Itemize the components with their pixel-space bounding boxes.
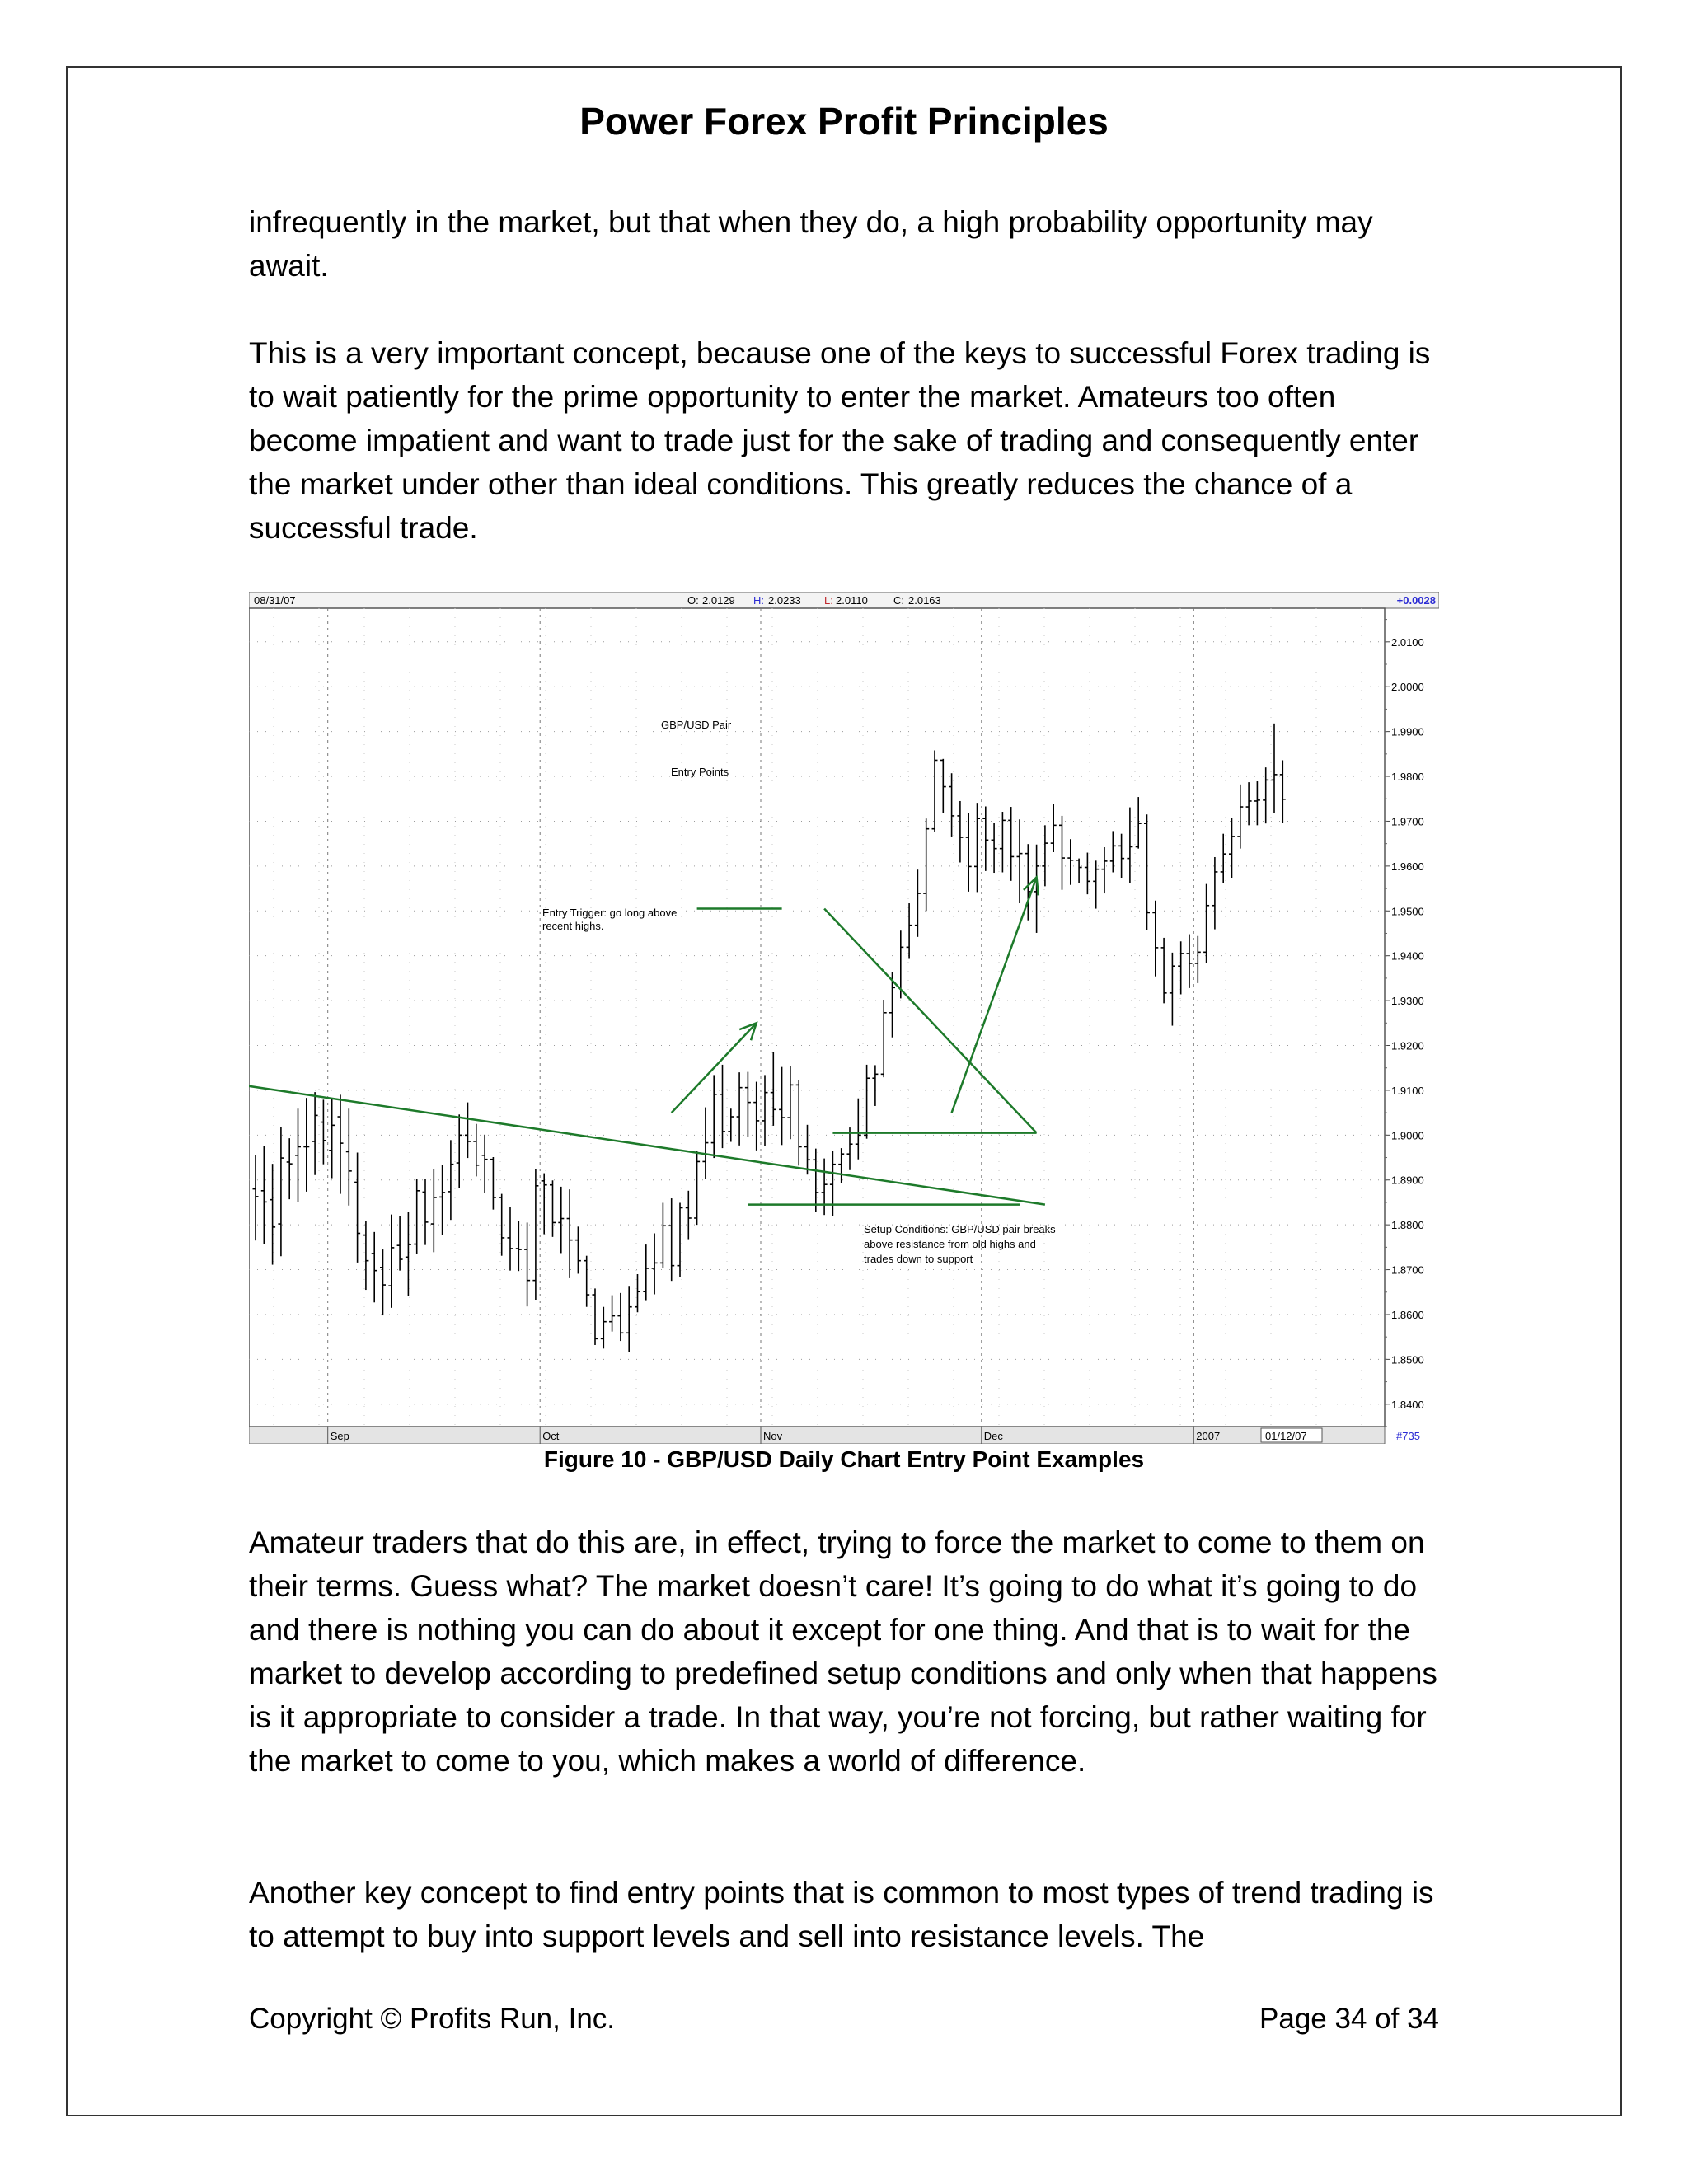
y-tick-label: 1.9400 (1391, 949, 1424, 963)
y-tick-label: 1.9200 (1391, 1039, 1424, 1052)
x-tick-label: Dec (983, 1430, 1003, 1442)
annotation-entry-points: Entry Points (671, 766, 729, 778)
y-tick-label: 1.9700 (1391, 815, 1424, 828)
ohlc-c-value: 2.0163 (908, 594, 941, 607)
paragraph-2: This is a very important concept, because one of the keys to successful Forex trading is to wait patiently for the prime opportunity to enter the market. Amateurs too often become impatient and want to trade just for the sake of trading and consequently enter the market under other than ideal conditions. This greatly reduces the chance of a successful trade. (249, 336, 1431, 545)
y-tick-label: 1.8400 (1391, 1398, 1424, 1411)
cursor-date: 01/12/07 (1265, 1430, 1307, 1442)
x-tick-label: Sep (330, 1430, 349, 1442)
y-tick-label: 1.9100 (1391, 1084, 1424, 1097)
footer-page-number: Page 34 of 34 (1259, 2003, 1439, 2035)
ohlc-l-label: L: (824, 594, 833, 607)
y-tick-label: 1.8600 (1391, 1308, 1424, 1321)
annotation-setup-3: trades down to support (864, 1253, 973, 1265)
ohlc-h-label: H: (753, 594, 764, 607)
annotation-pair: GBP/USD Pair (661, 719, 732, 731)
ohlc-h-value: 2.0233 (768, 594, 801, 607)
y-tick-label: 2.0000 (1391, 681, 1424, 694)
x-tick-label: 2007 (1196, 1430, 1221, 1442)
y-tick-label: 1.8900 (1391, 1174, 1424, 1187)
y-tick-label: 1.9500 (1391, 905, 1424, 918)
ohlc-l-value: 2.0110 (836, 594, 868, 607)
ohlc-chart (249, 592, 1439, 1444)
paragraph-3: Amateur traders that do this are, in effect, trying to force the market to come to them on their terms. Guess what? The market doesn’t care! It’s going to do what it’s going to do and there is nothing you can do about it except for one thing. And that is to wait for the market to develop according to predefined setup conditions and only when that happens is it appropriate to consider a trade. In that way, you’re not forcing, but rather waiting for the market to come to you, which makes a world of difference. (249, 1526, 1437, 1778)
chart-date-label: 08/31/07 (254, 594, 296, 607)
ohlc-c-label: C: (893, 594, 904, 607)
bar-number: #735 (1396, 1430, 1420, 1442)
figure-caption: Figure 10 - GBP/USD Daily Chart Entry Point Examples (543, 1446, 1145, 1472)
paragraph-1: infrequently in the market, but that when they do, a high probability opportunity may await. (249, 205, 1373, 283)
ohlc-o-label: O: (687, 594, 699, 607)
ohlc-o-value: 2.0129 (702, 594, 735, 607)
change-value: +0.0028 (1396, 594, 1436, 607)
annotation-trigger-2: recent highs. (542, 920, 604, 932)
footer-copyright: Copyright © Profits Run, Inc. (249, 2003, 616, 2035)
y-tick-label: 1.9000 (1391, 1129, 1424, 1142)
page-title: Power Forex Profit Principles (579, 100, 1109, 143)
y-tick-label: 1.8500 (1391, 1353, 1424, 1366)
y-tick-label: 2.0100 (1391, 635, 1424, 649)
y-tick-label: 1.9900 (1391, 725, 1424, 738)
y-tick-label: 1.8700 (1391, 1263, 1424, 1277)
annotation-setup-1: Setup Conditions: GBP/USD pair breaks (864, 1223, 1056, 1235)
y-tick-label: 1.9600 (1391, 860, 1424, 873)
figure-chart (249, 592, 1439, 1444)
paragraph-4: Another key concept to find entry points that is common to most types of trend trading is to attempt to buy into support levels and sell into resistance levels. The (249, 1876, 1434, 1953)
y-tick-label: 1.8800 (1391, 1219, 1424, 1232)
annotation-setup-2: above resistance from old highs and (864, 1238, 1036, 1250)
annotation-trigger-1: Entry Trigger: go long above (542, 907, 678, 919)
x-tick-label: Oct (542, 1430, 560, 1442)
x-tick-label: Nov (763, 1430, 783, 1442)
y-tick-label: 1.9800 (1391, 771, 1424, 784)
y-tick-label: 1.9300 (1391, 995, 1424, 1008)
